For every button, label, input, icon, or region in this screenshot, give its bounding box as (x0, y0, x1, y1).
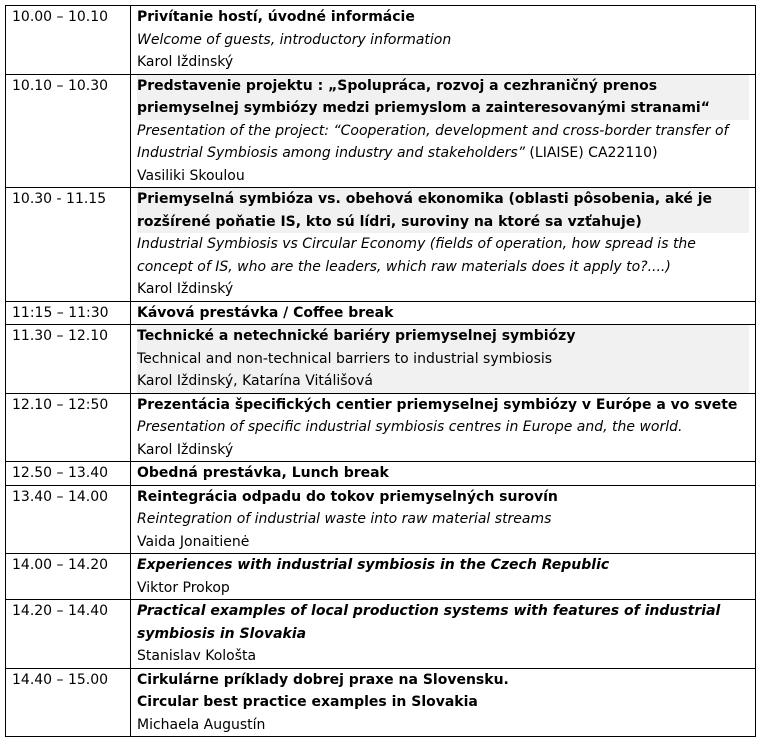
speaker: Karol Iždinský, Katarína Vitálišová (137, 370, 749, 393)
session-title-en: Presentation of specific industrial symbiosis centres in Europe and, the world. (137, 419, 683, 435)
table-row (6, 668, 756, 737)
speaker: Viktor Prokop (137, 579, 230, 596)
table-row (6, 188, 756, 302)
session-title-en: Reintegration of industrial waste into raw material streams (137, 511, 552, 527)
time-cell: 14.00 – 14.20 (6, 554, 131, 600)
speaker: Karol Iždinský (137, 54, 234, 70)
session-cell (131, 668, 756, 737)
speaker: Stanislav Kološta (137, 648, 257, 664)
session-title-en: Practical examples of local production systems with features of industrial symbiosis in Slovakia (137, 603, 721, 642)
table-row (6, 74, 756, 188)
session-cell (131, 393, 756, 462)
speaker: Michaela Augustín (137, 716, 266, 733)
session-title-sk: Reintegrácia odpadu do tokov priemyselných surovín (137, 488, 558, 505)
time-cell: 13.40 – 14.00 (6, 485, 131, 554)
time-cell: 10.00 – 10.10 (6, 6, 131, 75)
table-row (6, 301, 756, 325)
table-row (6, 393, 756, 462)
time-cell: 14.40 – 15.00 (6, 668, 131, 737)
session-title-en: Circular best practice examples in Slovakia (137, 694, 478, 710)
session-cell (131, 554, 756, 600)
session-title-en: Experiences with industrial symbiosis in the Czech Republic (137, 557, 610, 573)
time-cell: 14.20 – 14.40 (6, 600, 131, 669)
session-title-sk: Predstavenie projektu : „Spolupráca, rozvoj a cezhraničný prenos priemyselnej symbiózy medzi priemyslom a zainteresovanými stranami“ (137, 75, 749, 120)
speaker: Vasiliki Skoulou (137, 167, 245, 184)
session-title-sk: Technické a netechnické bariéry priemyselnej symbiózy (137, 325, 749, 348)
time-cell: 12.10 – 12:50 (6, 393, 131, 462)
session-title-sk: Cirkulárne príklady dobrej praxe na Slovensku. (137, 671, 509, 688)
session-title-en: Technical and non-technical barriers to industrial symbiosis (137, 348, 749, 371)
table-row (6, 6, 756, 75)
session-cell (131, 6, 756, 75)
session-title-en: Welcome of guests, introductory information (137, 31, 452, 48)
session-cell (131, 485, 756, 554)
session-title-sk: Obedná prestávka, Lunch break (137, 465, 389, 481)
session-cell (131, 301, 756, 325)
time-cell: 12.50 – 13.40 (6, 462, 131, 486)
table-row (6, 462, 756, 486)
session-cell (131, 325, 756, 394)
speaker: Karol Iždinský (137, 281, 234, 297)
time-cell: 11.30 – 12.10 (6, 325, 131, 394)
agenda-table (5, 5, 756, 737)
time-cell: 11:15 – 11:30 (6, 301, 131, 325)
session-title-en: Industrial Symbiosis vs Circular Economy (fields of operation, how spread is the concept of IS, who are the leaders, which raw materials does it apply to?....) (137, 236, 696, 275)
session-title-sk: Privítanie hostí, úvodné informácie (137, 9, 415, 25)
session-cell (131, 188, 756, 302)
session-title-en-suffix: (LIAISE) CA22110) (524, 145, 658, 161)
session-title-sk: Priemyselná symbióza vs. obehová ekonomika (oblasti pôsobenia, aké je rozšírené poňatie IS, kto sú lídri, suroviny na ktoré sa vzťahuje) (137, 188, 749, 233)
time-cell: 10.30 - 11.15 (6, 188, 131, 302)
table-row (6, 554, 756, 600)
time-cell: 10.10 – 10.30 (6, 74, 131, 188)
session-cell (131, 462, 756, 486)
session-cell (131, 74, 756, 188)
table-row (6, 325, 756, 394)
speaker: Vaida Jonaitienė (137, 533, 250, 550)
session-title-sk: Prezentácia špecifických centier priemyselnej symbiózy v Európe a vo svete (137, 396, 738, 413)
session-title-sk: Kávová prestávka / Coffee break (137, 304, 394, 321)
table-row (6, 600, 756, 669)
session-cell (131, 600, 756, 669)
table-row (6, 485, 756, 554)
session-title-en: Presentation of the project: “Cooperation, development and cross-border transfer of Industrial Symbiosis among industry and stakeholders” (137, 122, 729, 161)
speaker: Karol Iždinský (137, 441, 234, 458)
